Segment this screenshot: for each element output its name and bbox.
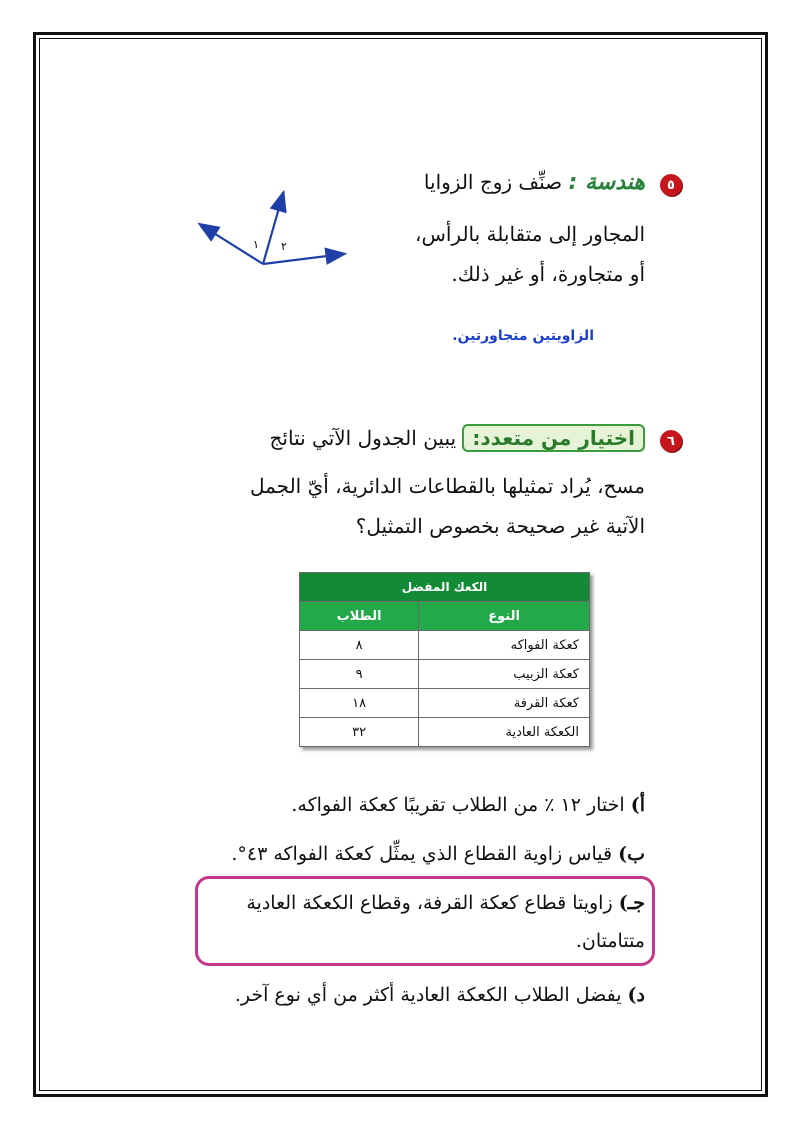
option-text: قياس زاوية القطاع الذي يمثِّل كعكة الفواكه ٤٣°.: [231, 843, 613, 865]
q5-line-1: [424, 170, 645, 195]
adjacent-angles-diagram: [195, 188, 350, 273]
q6-line-2: مسح، يُراد تمثيلها بالقطاعات الدائرية، أيّ الجمل: [249, 474, 645, 498]
cake-type: كعكة القرفة: [419, 689, 590, 718]
question-number-5: ٥: [660, 174, 682, 196]
table-row: [300, 631, 590, 660]
cake-type: الكعكة العادية: [419, 718, 590, 747]
table-header-type: النوع: [419, 602, 590, 631]
option-d: [235, 984, 645, 1006]
q6-text-1: يبين الجدول الآتي نتائج: [269, 426, 457, 450]
table-header-students: الطلاب: [300, 602, 419, 631]
option-label: جـ): [618, 892, 645, 914]
table-row: [300, 689, 590, 718]
option-b: [231, 843, 645, 865]
q6-line-3: الآتية غير صحيحة بخصوص التمثيل؟: [355, 514, 645, 538]
student-count: ٨: [300, 631, 419, 660]
option-label: د): [627, 984, 645, 1006]
option-text: متتامتان.: [575, 930, 645, 952]
q5-line-3: أو متجاورة، أو غير ذلك.: [451, 262, 645, 286]
student-count: ٩: [300, 660, 419, 689]
option-label: أ): [630, 794, 645, 816]
table-row: [300, 660, 590, 689]
question-number-6: ٦: [660, 430, 682, 452]
correct-answer-highlight: [195, 876, 655, 966]
ray-up: [263, 194, 283, 264]
q6-line-1: [270, 424, 646, 452]
option-c: [246, 892, 645, 914]
option-text: اختار ١٢ ٪ من الطلاب تقريبًا كعكة الفواكه.: [291, 794, 625, 816]
student-count: ١٨: [300, 689, 419, 718]
q6-keyword: اختيار من متعدد:: [462, 424, 645, 452]
student-count: ٣٢: [300, 718, 419, 747]
q5-text-1: صنِّف زوج الزوايا: [423, 170, 563, 194]
option-text: يفضل الطلاب الكعكة العادية أكثر من أي نوع آخر.: [234, 984, 622, 1006]
option-text: زاويتا قطاع كعكة القرفة، وقطاع الكعكة العادية: [246, 892, 613, 914]
q5-keyword: هندسة :: [568, 170, 645, 195]
ray-right: [263, 254, 343, 264]
option-c-continued: [576, 930, 645, 952]
angle-label-2: ٢: [281, 240, 287, 253]
cake-type: كعكة الزبيب: [419, 660, 590, 689]
option-a: [291, 794, 645, 816]
option-label: ب): [618, 843, 645, 865]
q5-line-2: المجاور إلى متقابلة بالرأس،: [414, 222, 645, 246]
q5-answer: الزاويتين متجاورتين.: [452, 328, 594, 344]
cake-type: كعكة الفواكه: [419, 631, 590, 660]
favorite-cake-table: [299, 572, 590, 747]
table-title: الكعك المفضل: [300, 573, 590, 602]
table-row: [300, 718, 590, 747]
angle-label-1: ١: [253, 238, 259, 251]
